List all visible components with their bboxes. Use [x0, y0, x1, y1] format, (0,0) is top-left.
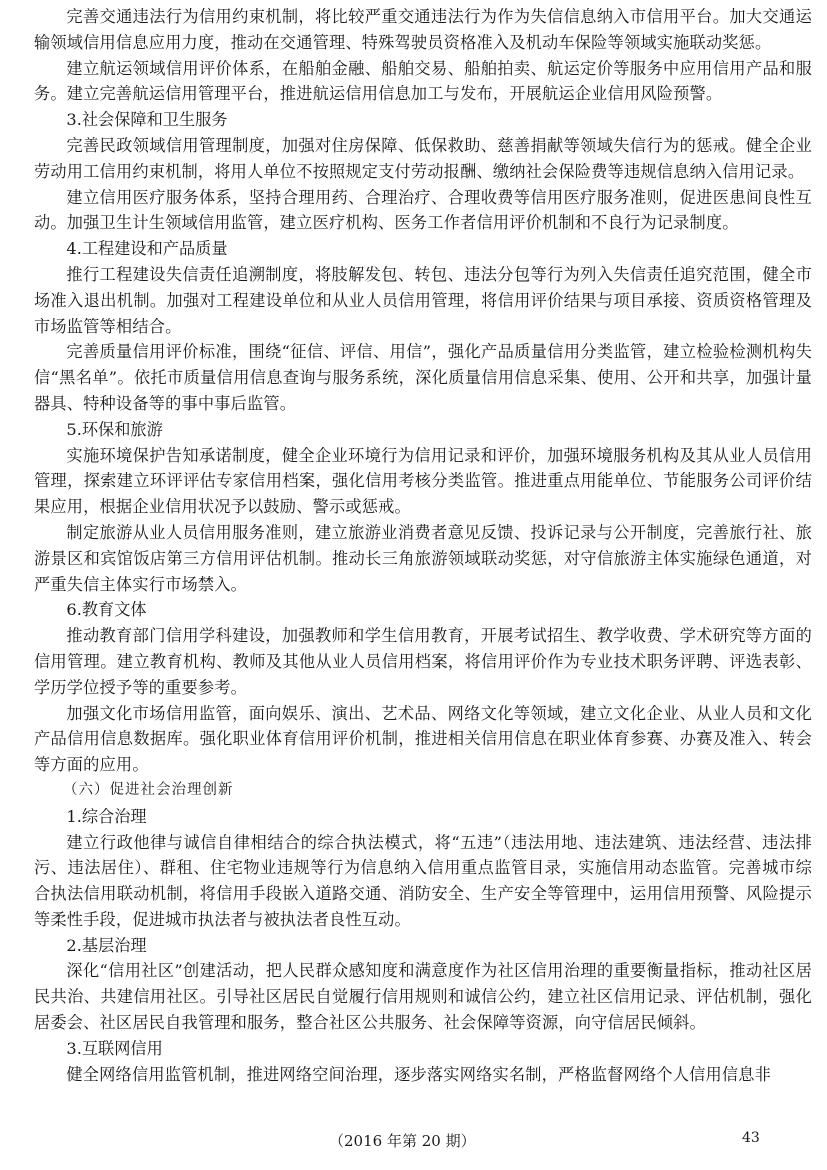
- paragraph: 健全网络信用监管机制，推进网络空间治理，逐步落实网络实名制，严格监督网络个人信用信息非: [66, 1064, 772, 1084]
- page-footer: [0, 1130, 827, 1154]
- section-heading: 5.环保和旅游: [66, 419, 163, 439]
- section-heading: 1.综合治理: [66, 806, 147, 826]
- paragraph: 制定旅游从业人员信用服务准则，建立旅游业消费者意见反馈、投诉记录与公开制度，完善旅行社、旅游景区和宾馆饭店第三方信用评估机制。推动长三角旅游领域联动奖惩，对守信旅游主体实施绿色通道，对严重失信主体实行市场禁入。: [34, 522, 812, 594]
- paragraph: 建立信用医疗服务体系，坚持合理用药、合理治疗、合理收费等信用医疗服务准则，促进医患间良性互动。加强卫生计生领域信用监管，建立医疗机构、医务工作者信用评价机制和不良行为记录制度。: [34, 187, 812, 233]
- paragraph: 建立航运领域信用评价体系，在船舶金融、船舶交易、船舶拍卖、航运定价等服务中应用信用产品和服务。建立完善航运信用管理平台，推进航运信用信息加工与发布，开展航运企业信用风险预警。: [34, 58, 812, 104]
- paragraph: 加强文化市场信用监管，面向娱乐、演出、艺术品、网络文化等领域，建立文化企业、从业人员和文化产品信用信息数据库。强化职业体育信用评价机制，推进相关信用信息在职业体育参赛、办赛及准入、转会等方面的应用。: [34, 703, 812, 775]
- paragraph: 完善民政领域信用管理制度，加强对住房保障、低保救助、慈善捐献等领域失信行为的惩戒。健全企业劳动用工信用约束机制，将用人单位不按照规定支付劳动报酬、缴纳社会保险费等违规信息纳入信用记录。: [34, 135, 812, 181]
- paragraph: 完善交通违法行为信用约束机制，将比较严重交通违法行为作为失信信息纳入市信用平台。加大交通运输领域信用信息应用力度，推动在交通管理、特殊驾驶员资格准入及机动车保险等领域实施联动奖惩。: [34, 7, 812, 52]
- document-body: [34, 4, 812, 1087]
- paragraph: 深化“信用社区”创建活动，把人民群众感知度和满意度作为社区信用治理的重要衡量指标，推动社区居民共治、共建信用社区。引导社区居民自觉履行信用规则和诚信公约，建立社区信用记录、评估机制，强化居委会、社区居民自我管理和服务，整合社区公共服务、社会保障等资源，向守信居民倾斜。: [34, 961, 812, 1033]
- section-heading: 3.社会保障和卫生服务: [66, 110, 228, 130]
- paragraph: 实施环境保护告知承诺制度，健全企业环境行为信用记录和评价，加强环境服务机构及其从业人员信用管理，探索建立环评评估专家信用档案，强化信用考核分类监管。推进重点用能单位、节能服务公司评价结果应用，根据企业信用状况予以鼓励、警示或惩戒。: [34, 445, 812, 517]
- section-heading: 4.工程建设和产品质量: [66, 239, 228, 259]
- paragraph: 推行工程建设失信责任追溯制度，将肢解发包、转包、违法分包等行为列入失信责任追究范围，健全市场准入退出机制。加强对工程建设单位和从业人员信用管理，将信用评价结果与项目承接、资质资格管理及市场监管等相结合。: [34, 264, 812, 336]
- paragraph: 完善质量信用评价标准，围绕“征信、评信、用信”，强化产品质量信用分类监管，建立检验检测机构失信“黑名单”。依托市质量信用信息查询与服务系统，深化质量信用信息采集、使用、公开和共享，加强计量器具、特种设备等的事中事后监管。: [34, 342, 812, 413]
- section-heading: 3.互联网信用: [66, 1038, 163, 1058]
- page-number: 43: [742, 1130, 760, 1146]
- section-heading: 2.基层治理: [66, 935, 147, 955]
- section-heading: 6.教育文体: [66, 600, 147, 620]
- section-heading: （六）促进社会治理创新: [63, 781, 234, 798]
- paragraph: 推动教育部门信用学科建设，加强教师和学生信用教育，开展考试招生、教学收费、学术研究等方面的信用管理。建立教育机构、教师及其他从业人员信用档案，将信用评价作为专业技术职务评聘、评选表彰、学历学位授予等的重要参考。: [34, 626, 812, 697]
- issue-label: （2016 年第 20 期）: [329, 1132, 476, 1150]
- paragraph: 建立行政他律与诚信自律相结合的综合执法模式，将“五违”（违法用地、违法建筑、违法经营、违法排污、违法居住）、群租、住宅物业违规等行为信息纳入信用重点监管目录，实施信用动态监管。完善城市综合执法信用联动机制，将信用手段嵌入道路交通、消防安全、生产安全等管理中，运用信用预警、风险提示等柔性手段，促进城市执法者与被执法者良性互动。: [34, 832, 812, 929]
